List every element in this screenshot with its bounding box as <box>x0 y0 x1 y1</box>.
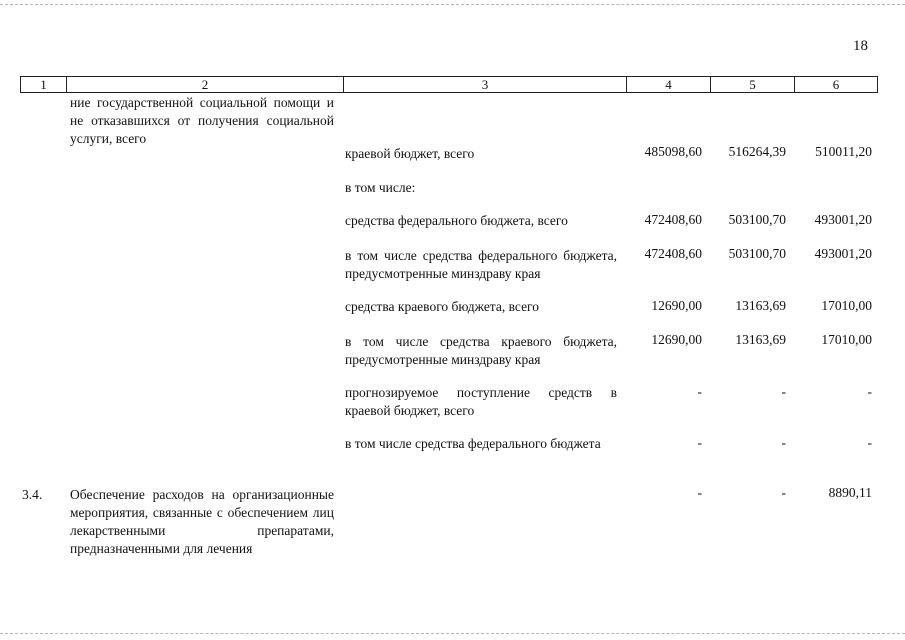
row-source: в том числе средства краевого бюджета, предусмотренные минздраву края <box>345 334 617 367</box>
row-value-col5: 13163,69 <box>735 298 786 313</box>
row-value-col5: 503100,70 <box>728 246 786 261</box>
item-description: Обеспечение расходов на организационные мероприятия, связанные с обеспечением лиц лекарственными препаратами, предназначенными для лечения <box>70 487 334 556</box>
row-source: средства федерального бюджета, всего <box>345 213 568 228</box>
item-number: 3.4. <box>22 487 43 502</box>
row-value-col4: 472408,60 <box>644 246 702 261</box>
row-value-col6: 493001,20 <box>814 212 872 227</box>
row-value-col4: 12690,00 <box>651 332 702 347</box>
row-source: средства краевого бюджета, всего <box>345 299 540 314</box>
row-source: в том числе средства федерального бюджета, предусмотренные минздраву края <box>345 248 617 281</box>
row-value-col4: - <box>697 435 702 450</box>
page-number: 18 <box>853 38 868 54</box>
item-value-col5: - <box>781 485 786 500</box>
column-header-2: 2 <box>67 77 344 92</box>
row-value-col4: 472408,60 <box>644 212 702 227</box>
row-value-col6: 17010,00 <box>821 298 872 313</box>
row-source: в том числе средства федерального бюджета <box>345 436 601 451</box>
row-value-col6: 493001,20 <box>814 246 872 261</box>
scan-top-edge <box>0 4 905 5</box>
row-value-col5: 13163,69 <box>735 332 786 347</box>
column-header-6: 6 <box>832 77 840 92</box>
table-column-numbers <box>20 76 878 93</box>
column-header-1: 1 <box>21 77 67 92</box>
row-value-col4: 12690,00 <box>651 298 702 313</box>
row-source: прогнозируемое поступление средств в краевой бюджет, всего <box>345 385 617 418</box>
row-value-col6: 17010,00 <box>821 332 872 347</box>
row-source: в том числе: <box>345 180 416 195</box>
continued-item-description: ние государственной социальной помощи и не отказавшихся от получения социальной услуги, всего <box>70 95 334 146</box>
column-header-5: 5 <box>711 77 795 92</box>
row-value-col6: - <box>867 384 872 399</box>
row-value-col4: - <box>697 384 702 399</box>
row-source: краевой бюджет, всего <box>345 146 475 161</box>
item-value-col6: 8890,11 <box>828 485 872 500</box>
row-value-col6: - <box>867 435 872 450</box>
column-header-4: 4 <box>627 77 711 92</box>
row-value-col5: 503100,70 <box>728 212 786 227</box>
row-value-col5: - <box>781 435 786 450</box>
scan-bottom-edge <box>0 633 905 634</box>
item-value-col4: - <box>697 485 702 500</box>
row-value-col4: 485098,60 <box>644 144 702 159</box>
column-header-3: 3 <box>344 77 627 92</box>
row-value-col5: - <box>781 384 786 399</box>
row-value-col6: 510011,20 <box>815 144 872 159</box>
row-value-col5: 516264,39 <box>728 144 786 159</box>
